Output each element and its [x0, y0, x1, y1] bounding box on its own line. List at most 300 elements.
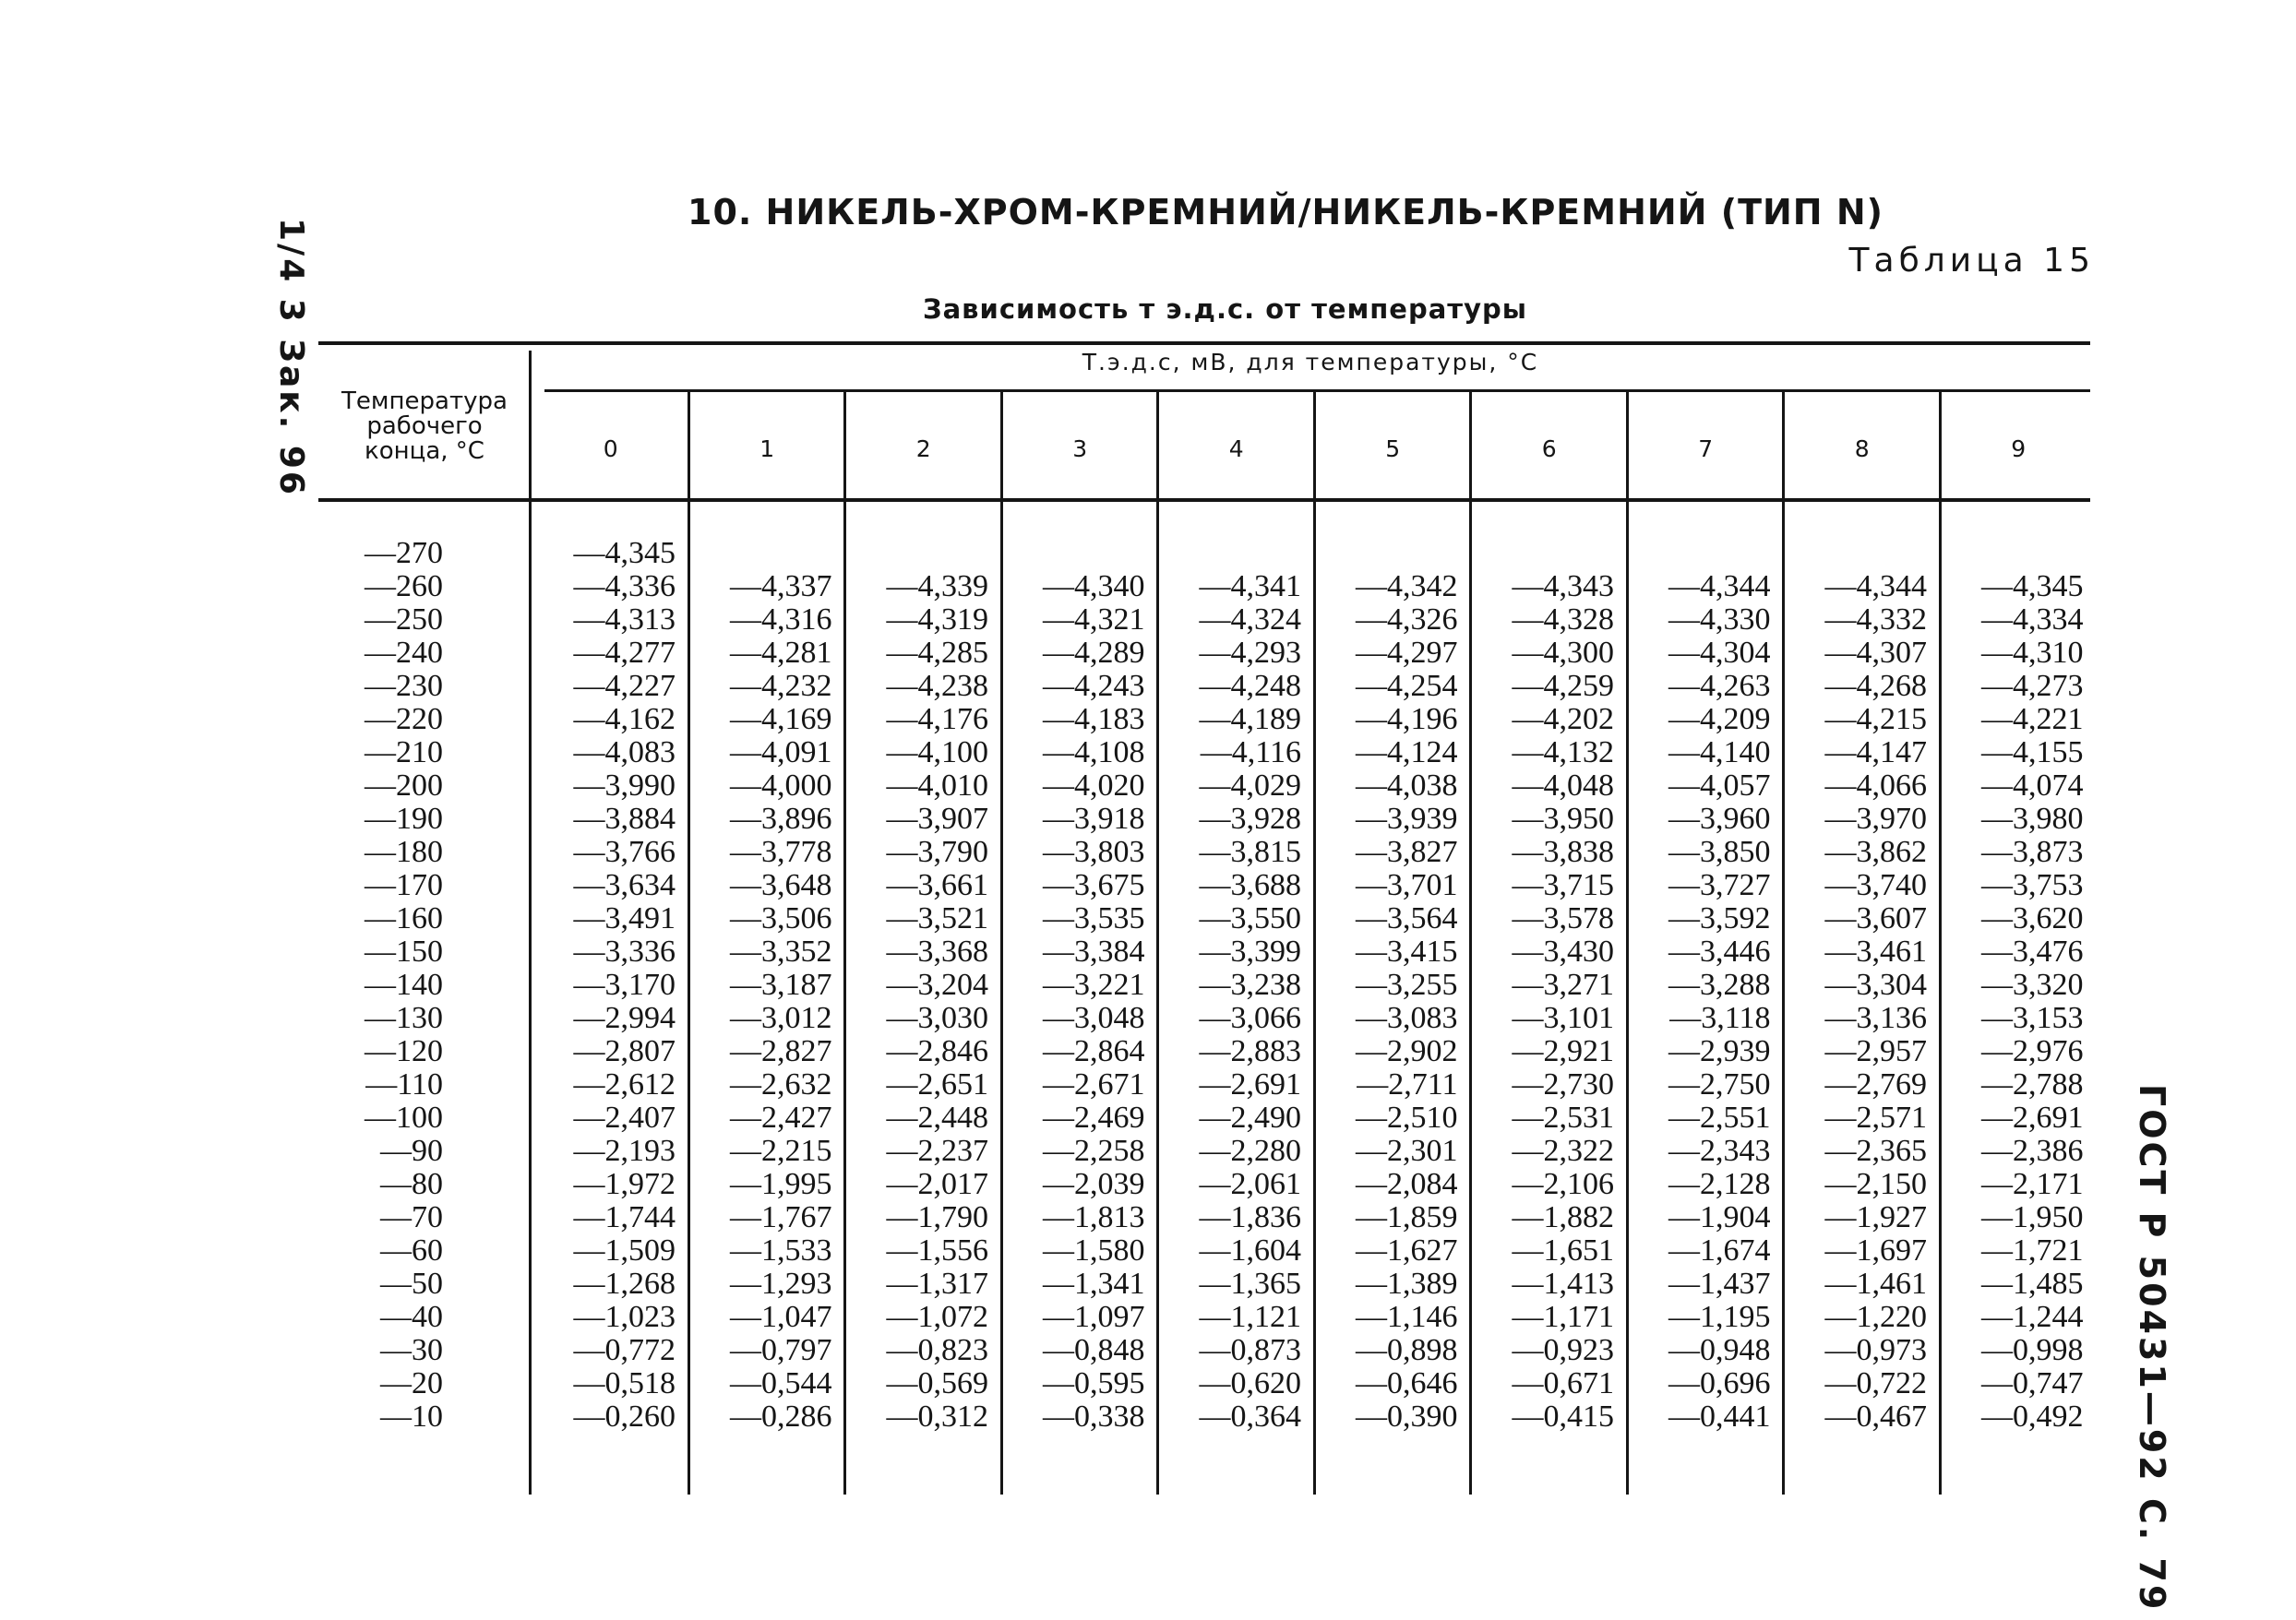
emf-value-cell: —4,313: [573, 602, 676, 637]
emf-value-cell: —3,675: [1043, 868, 1145, 902]
emf-value-cell: —4,248: [1199, 669, 1301, 703]
emf-column-2: [836, 537, 988, 1434]
emf-value-cell: —3,118: [1669, 1001, 1771, 1035]
emf-column-9: [1931, 537, 2084, 1434]
temperature-cell: —160: [365, 901, 443, 935]
temperature-cell: —40: [380, 1300, 443, 1334]
emf-value-cell: —2,921: [1512, 1034, 1614, 1068]
emf-value-cell: —3,960: [1668, 802, 1771, 836]
emf-value-cell: —4,344: [1824, 569, 1927, 603]
column-header-7: 7: [1698, 435, 1714, 462]
emf-value-cell: —3,850: [1668, 835, 1771, 869]
emf-value-cell: —4,227: [573, 669, 676, 703]
temperature-cell: —230: [365, 669, 443, 703]
emf-value-cell: —3,336: [573, 935, 676, 969]
emf-value-cell: —4,263: [1668, 669, 1771, 703]
emf-value-cell: [1931, 537, 2084, 570]
emf-column-6: [1462, 537, 1614, 1434]
temperature-cell: —240: [365, 636, 443, 670]
emf-value-cell: —0,898: [1356, 1333, 1458, 1367]
emf-value-cell: —3,620: [1981, 901, 2084, 935]
emf-value-cell: —4,038: [1356, 768, 1458, 803]
emf-value-cell: —4,289: [1043, 636, 1145, 670]
emf-value-cell: —3,727: [1668, 868, 1771, 902]
emf-value-cell: —3,740: [1824, 868, 1927, 902]
emf-value-cell: —3,896: [730, 802, 832, 836]
emf-value-cell: —4,238: [886, 669, 988, 703]
emf-value-cell: [1619, 537, 1771, 570]
emf-value-cell: —3,415: [1356, 935, 1458, 969]
emf-value-cell: —2,427: [730, 1101, 832, 1135]
emf-value-cell: —2,469: [1043, 1101, 1145, 1135]
emf-value-cell: —3,535: [1043, 901, 1145, 935]
emf-value-cell: —1,604: [1199, 1233, 1301, 1268]
emf-value-cell: —0,722: [1824, 1366, 1927, 1400]
emf-value-cell: —2,994: [573, 1001, 676, 1035]
emf-value-cell: —4,202: [1512, 702, 1614, 736]
emf-value-cell: —3,170: [573, 968, 676, 1002]
emf-value-cell: —4,341: [1199, 569, 1301, 603]
temperature-cell: —120: [365, 1034, 443, 1068]
emf-value-cell: —3,550: [1199, 901, 1301, 935]
emf-value-cell: —0,441: [1668, 1400, 1771, 1434]
emf-value-cell: —2,128: [1668, 1167, 1771, 1201]
emf-value-cell: —0,646: [1356, 1366, 1458, 1400]
emf-value-cell: —4,339: [886, 569, 988, 603]
emf-column-0: [523, 537, 676, 1434]
emf-value-cell: —3,288: [1668, 968, 1771, 1002]
temperature-cell: —100: [365, 1101, 443, 1135]
emf-value-cell: —3,101: [1512, 1001, 1614, 1035]
emf-value-cell: —4,345: [1981, 569, 2084, 603]
emf-value-cell: —2,490: [1199, 1101, 1301, 1135]
emf-value-cell: —3,970: [1824, 802, 1927, 836]
emf-value-cell: —2,280: [1199, 1134, 1301, 1168]
emf-value-cell: —1,813: [1043, 1200, 1145, 1234]
emf-value-cell: —3,399: [1199, 935, 1301, 969]
emf-value-cell: —1,317: [886, 1267, 988, 1301]
emf-value-cell: —1,072: [886, 1300, 988, 1334]
emf-value-cell: —3,753: [1981, 868, 2084, 902]
print-order-note: 1/4 3 Зак. 96: [272, 218, 310, 497]
emf-value-cell: —4,328: [1512, 602, 1614, 637]
table-number-label: Таблица 15: [1848, 242, 2095, 280]
emf-value-cell: —2,651: [886, 1067, 988, 1102]
emf-value-cell: —3,238: [1199, 968, 1301, 1002]
temperature-cell: —270: [365, 536, 443, 570]
emf-value-cell: —3,790: [886, 835, 988, 869]
emf-value-cell: —4,273: [1981, 669, 2084, 703]
emf-value-cell: —4,000: [730, 768, 832, 803]
temperature-column: [323, 537, 443, 1434]
temperature-cell: —20: [380, 1366, 443, 1400]
emf-value-cell: [1775, 537, 1927, 570]
emf-value-cell: —2,301: [1356, 1134, 1458, 1168]
emf-value-cell: —2,237: [886, 1134, 988, 1168]
emf-value-cell: —0,467: [1824, 1400, 1927, 1434]
temperature-cell: —200: [365, 768, 443, 803]
emf-value-cell: —3,715: [1512, 868, 1614, 902]
emf-column-7: [1619, 537, 1771, 1434]
emf-value-cell: —1,721: [1981, 1233, 2084, 1268]
emf-value-cell: —1,268: [573, 1267, 676, 1301]
temperature-cell: —10: [380, 1400, 443, 1434]
emf-value-cell: —4,334: [1981, 602, 2084, 637]
emf-value-cell: —3,838: [1512, 835, 1614, 869]
emf-value-cell: —2,864: [1043, 1034, 1145, 1068]
emf-value-cell: —4,344: [1668, 569, 1771, 603]
emf-value-cell: —4,048: [1512, 768, 1614, 803]
emf-value-cell: —4,321: [1043, 602, 1145, 637]
emf-value-cell: —4,330: [1668, 602, 1771, 637]
emf-value-cell: —4,281: [730, 636, 832, 670]
emf-value-cell: —1,580: [1043, 1233, 1145, 1268]
emf-value-cell: —4,259: [1512, 669, 1614, 703]
emf-value-cell: —2,846: [886, 1034, 988, 1068]
emf-value-cell: —3,661: [886, 868, 988, 902]
emf-value-cell: —1,097: [1043, 1300, 1145, 1334]
column-header-0: 0: [603, 435, 618, 462]
emf-value-cell: —3,506: [730, 901, 832, 935]
emf-value-cell: —1,744: [573, 1200, 676, 1234]
emf-value-cell: —4,304: [1668, 636, 1771, 670]
emf-value-cell: —2,807: [573, 1034, 676, 1068]
emf-value-cell: —4,116: [1200, 735, 1301, 769]
emf-value-cell: —2,976: [1981, 1034, 2084, 1068]
emf-value-cell: —3,766: [573, 835, 676, 869]
emf-value-cell: —0,390: [1356, 1400, 1458, 1434]
emf-value-cell: —4,100: [886, 735, 988, 769]
emf-value-cell: —4,254: [1356, 669, 1458, 703]
emf-value-cell: —3,048: [1043, 1001, 1145, 1035]
emf-value-cell: —4,232: [730, 669, 832, 703]
column-header-9: 9: [2011, 435, 2027, 462]
emf-value-cell: —3,803: [1043, 835, 1145, 869]
emf-value-cell: —4,326: [1356, 602, 1458, 637]
emf-value-cell: —4,337: [730, 569, 832, 603]
emf-value-cell: —3,950: [1512, 802, 1614, 836]
temperature-cell: —260: [365, 569, 443, 603]
emf-value-cell: —4,209: [1668, 702, 1771, 736]
emf-value-cell: —2,171: [1981, 1167, 2084, 1201]
emf-value-cell: —4,285: [886, 636, 988, 670]
emf-value-cell: —3,939: [1356, 802, 1458, 836]
emf-value-cell: —4,132: [1512, 735, 1614, 769]
emf-value-cell: —2,322: [1512, 1134, 1614, 1168]
emf-value-cell: —0,569: [886, 1366, 988, 1400]
emf-value-cell: —1,293: [730, 1267, 832, 1301]
emf-value-cell: —4,010: [886, 768, 988, 803]
emf-value-cell: —4,343: [1512, 569, 1614, 603]
table-caption: Зависимость т э.д.с. от температуры: [923, 293, 1528, 325]
emf-value-cell: —3,778: [730, 835, 832, 869]
header-bottom-rule: [318, 498, 2090, 502]
emf-value-cell: —4,108: [1043, 735, 1145, 769]
emf-value-cell: [1462, 537, 1614, 570]
column-group-header: Т.э.д.с, мВ, для температуры, °С: [1082, 349, 1539, 375]
emf-value-cell: —3,815: [1199, 835, 1301, 869]
temperature-cell: —70: [380, 1200, 443, 1234]
emf-value-cell: —0,772: [573, 1333, 676, 1367]
emf-value-cell: —0,696: [1668, 1366, 1771, 1400]
emf-value-cell: —4,297: [1356, 636, 1458, 670]
emf-value-cell: —2,510: [1356, 1101, 1458, 1135]
emf-value-cell: —2,551: [1668, 1101, 1771, 1135]
emf-value-cell: —3,907: [886, 802, 988, 836]
emf-value-cell: —3,592: [1668, 901, 1771, 935]
emf-value-cell: —2,691: [1981, 1101, 2084, 1135]
emf-value-cell: —3,271: [1512, 968, 1614, 1002]
emf-value-cell: —1,972: [573, 1167, 676, 1201]
emf-value-cell: —1,556: [886, 1233, 988, 1268]
table-top-rule: [318, 341, 2090, 345]
emf-value-cell: —2,061: [1199, 1167, 1301, 1201]
emf-value-cell: —3,980: [1981, 802, 2084, 836]
row-header-line: конца, °С: [365, 437, 484, 465]
emf-value-cell: [993, 537, 1145, 570]
emf-value-cell: —3,928: [1199, 802, 1301, 836]
column-header-4: 4: [1228, 435, 1244, 462]
emf-value-cell: —4,124: [1356, 735, 1458, 769]
emf-column-3: [993, 537, 1145, 1434]
temperature-cell: —50: [380, 1267, 443, 1301]
emf-value-cell: —2,084: [1356, 1167, 1458, 1201]
column-header-3: 3: [1072, 435, 1088, 462]
emf-value-cell: —1,365: [1199, 1267, 1301, 1301]
emf-value-cell: —1,859: [1356, 1200, 1458, 1234]
emf-value-cell: —1,437: [1668, 1267, 1771, 1301]
emf-value-cell: —0,312: [886, 1400, 988, 1434]
temperature-cell: —220: [365, 702, 443, 736]
emf-value-cell: —2,215: [730, 1134, 832, 1168]
emf-value-cell: —3,221: [1043, 968, 1145, 1002]
emf-value-cell: —3,255: [1356, 968, 1458, 1002]
temperature-cell: —60: [380, 1233, 443, 1268]
emf-value-cell: —0,492: [1981, 1400, 2084, 1434]
emf-value-cell: —3,873: [1981, 835, 2084, 869]
emf-value-cell: —4,155: [1981, 735, 2084, 769]
emf-value-cell: —1,171: [1512, 1300, 1614, 1334]
emf-value-cell: —1,121: [1199, 1300, 1301, 1334]
emf-value-cell: —2,883: [1199, 1034, 1301, 1068]
emf-value-cell: —4,091: [730, 735, 832, 769]
emf-value-cell: —4,300: [1512, 636, 1614, 670]
emf-value-cell: —3,884: [573, 802, 676, 836]
emf-value-cell: —1,627: [1356, 1233, 1458, 1268]
emf-value-cell: —1,195: [1668, 1300, 1771, 1334]
emf-value-cell: —2,150: [1824, 1167, 1927, 1201]
emf-value-cell: —0,973: [1824, 1333, 1927, 1367]
column-header-2: 2: [915, 435, 931, 462]
emf-value-cell: —0,415: [1512, 1400, 1614, 1434]
emf-value-cell: —3,430: [1512, 935, 1614, 969]
emf-value-cell: —2,939: [1668, 1034, 1771, 1068]
emf-value-cell: —1,244: [1981, 1300, 2084, 1334]
emf-value-cell: —4,162: [573, 702, 676, 736]
emf-value-cell: —3,083: [1356, 1001, 1458, 1035]
emf-value-cell: —4,324: [1199, 602, 1301, 637]
emf-column-4: [1149, 537, 1301, 1434]
emf-value-cell: —2,017: [886, 1167, 988, 1201]
emf-value-cell: —4,169: [730, 702, 832, 736]
emf-value-cell: —3,918: [1043, 802, 1145, 836]
emf-value-cell: —3,564: [1356, 901, 1458, 935]
emf-value-cell: —2,711: [1357, 1067, 1458, 1102]
emf-value-cell: —0,286: [730, 1400, 832, 1434]
emf-value-cell: —4,057: [1668, 768, 1771, 803]
emf-value-cell: —1,882: [1512, 1200, 1614, 1234]
emf-value-cell: —4,176: [886, 702, 988, 736]
emf-value-cell: [1306, 537, 1458, 570]
emf-value-cell: —2,902: [1356, 1034, 1458, 1068]
emf-value-cell: —4,074: [1981, 768, 2084, 803]
emf-value-cell: —2,039: [1043, 1167, 1145, 1201]
emf-value-cell: —0,544: [730, 1366, 832, 1400]
column-header-8: 8: [1854, 435, 1870, 462]
emf-value-cell: —2,343: [1668, 1134, 1771, 1168]
emf-value-cell: —4,332: [1824, 602, 1927, 637]
emf-value-cell: [680, 537, 832, 570]
column-header-6: 6: [1541, 435, 1557, 462]
row-header-cell: [318, 389, 531, 464]
emf-value-cell: —4,345: [573, 536, 676, 570]
emf-value-cell: —0,595: [1043, 1366, 1145, 1400]
emf-value-cell: —3,368: [886, 935, 988, 969]
emf-value-cell: —1,697: [1824, 1233, 1927, 1268]
emf-value-cell: [836, 537, 988, 570]
emf-value-cell: —1,485: [1981, 1267, 2084, 1301]
emf-value-cell: —3,204: [886, 968, 988, 1002]
emf-value-cell: —1,950: [1981, 1200, 2084, 1234]
emf-value-cell: —4,340: [1043, 569, 1145, 603]
emf-value-cell: —4,319: [886, 602, 988, 637]
temperature-cell: —130: [365, 1001, 443, 1035]
emf-value-cell: —2,788: [1981, 1067, 2084, 1102]
emf-value-cell: —1,836: [1199, 1200, 1301, 1234]
emf-value-cell: —2,531: [1512, 1101, 1614, 1135]
temperature-cell: —250: [365, 602, 443, 637]
emf-value-cell: —3,648: [730, 868, 832, 902]
emf-value-cell: —4,316: [730, 602, 832, 637]
emf-value-cell: —1,461: [1824, 1267, 1927, 1301]
section-title: 10. НИКЕЛЬ-ХРОМ-КРЕМНИЙ/НИКЕЛЬ-КРЕМНИЙ (ТИП N): [688, 192, 1884, 232]
emf-value-cell: —3,304: [1824, 968, 1927, 1002]
emf-value-cell: —0,923: [1512, 1333, 1614, 1367]
emf-value-cell: —1,047: [730, 1300, 832, 1334]
emf-value-cell: —3,461: [1824, 935, 1927, 969]
temperature-cell: —90: [380, 1134, 443, 1168]
temperature-cell: —190: [365, 802, 443, 836]
row-header-line: рабочего: [366, 412, 483, 440]
emf-value-cell: —2,671: [1043, 1067, 1145, 1102]
emf-value-cell: —4,268: [1824, 669, 1927, 703]
temperature-cell: —30: [380, 1333, 443, 1367]
emf-value-cell: —3,030: [886, 1001, 988, 1035]
emf-value-cell: —1,533: [730, 1233, 832, 1268]
emf-value-cell: —0,873: [1199, 1333, 1301, 1367]
emf-value-cell: —2,365: [1824, 1134, 1927, 1168]
emf-value-cell: —2,612: [573, 1067, 676, 1102]
emf-value-cell: —2,750: [1668, 1067, 1771, 1102]
emf-value-cell: —2,258: [1043, 1134, 1145, 1168]
emf-value-cell: —4,243: [1043, 669, 1145, 703]
emf-value-cell: —1,389: [1356, 1267, 1458, 1301]
emf-value-cell: —2,193: [573, 1134, 676, 1168]
emf-value-cell: —3,476: [1981, 935, 2084, 969]
emf-value-cell: —3,352: [730, 935, 832, 969]
emf-value-cell: —3,990: [573, 768, 676, 803]
emf-value-cell: —4,215: [1824, 702, 1927, 736]
emf-value-cell: —1,146: [1356, 1300, 1458, 1334]
emf-value-cell: —0,338: [1043, 1400, 1145, 1434]
emf-column-5: [1306, 537, 1458, 1434]
emf-value-cell: —4,196: [1356, 702, 1458, 736]
temperature-cell: —180: [365, 835, 443, 869]
emf-value-cell: —0,948: [1668, 1333, 1771, 1367]
emf-value-cell: —4,293: [1199, 636, 1301, 670]
emf-value-cell: —0,848: [1043, 1333, 1145, 1367]
emf-value-cell: [1149, 537, 1301, 570]
temperature-cell: —210: [365, 735, 443, 769]
emf-value-cell: —3,827: [1356, 835, 1458, 869]
emf-value-cell: —4,277: [573, 636, 676, 670]
emf-value-cell: —1,674: [1668, 1233, 1771, 1268]
emf-value-cell: —3,578: [1512, 901, 1614, 935]
emf-column-8: [1775, 537, 1927, 1434]
emf-value-cell: —3,187: [730, 968, 832, 1002]
temperature-cell: —110: [365, 1067, 443, 1102]
emf-value-cell: —4,183: [1043, 702, 1145, 736]
emf-value-cell: —3,521: [886, 901, 988, 935]
emf-value-cell: —2,632: [730, 1067, 832, 1102]
temperature-cell: —80: [380, 1167, 443, 1201]
emf-value-cell: —1,413: [1512, 1267, 1614, 1301]
emf-value-cell: —2,691: [1199, 1067, 1301, 1102]
temperature-cell: —150: [365, 935, 443, 969]
emf-value-cell: —3,862: [1824, 835, 1927, 869]
temperature-cell: —170: [365, 868, 443, 902]
emf-value-cell: —3,446: [1668, 935, 1771, 969]
emf-value-cell: —0,671: [1512, 1366, 1614, 1400]
emf-value-cell: —2,571: [1824, 1101, 1927, 1135]
column-group-rule: [544, 389, 2090, 392]
emf-value-cell: —1,341: [1043, 1267, 1145, 1301]
emf-value-cell: —3,634: [573, 868, 676, 902]
emf-value-cell: —4,020: [1043, 768, 1145, 803]
column-header-1: 1: [759, 435, 775, 462]
emf-value-cell: —2,448: [886, 1101, 988, 1135]
emf-value-cell: —1,509: [573, 1233, 676, 1268]
emf-value-cell: —2,730: [1512, 1067, 1614, 1102]
emf-value-cell: —4,342: [1356, 569, 1458, 603]
emf-value-cell: —4,147: [1824, 735, 1927, 769]
emf-value-cell: —0,797: [730, 1333, 832, 1367]
emf-value-cell: —3,607: [1824, 901, 1927, 935]
emf-value-cell: —4,083: [573, 735, 676, 769]
emf-value-cell: —0,260: [573, 1400, 676, 1434]
emf-value-cell: —1,995: [730, 1167, 832, 1201]
emf-value-cell: —1,767: [730, 1200, 832, 1234]
emf-value-cell: —1,023: [573, 1300, 676, 1334]
emf-value-cell: —1,904: [1668, 1200, 1771, 1234]
emf-value-cell: —3,384: [1043, 935, 1145, 969]
emf-value-cell: —2,769: [1824, 1067, 1927, 1102]
emf-value-cell: —2,106: [1512, 1167, 1614, 1201]
emf-value-cell: —3,320: [1981, 968, 2084, 1002]
emf-value-cell: —0,364: [1199, 1400, 1301, 1434]
emf-value-cell: —2,386: [1981, 1134, 2084, 1168]
emf-column-1: [680, 537, 832, 1434]
